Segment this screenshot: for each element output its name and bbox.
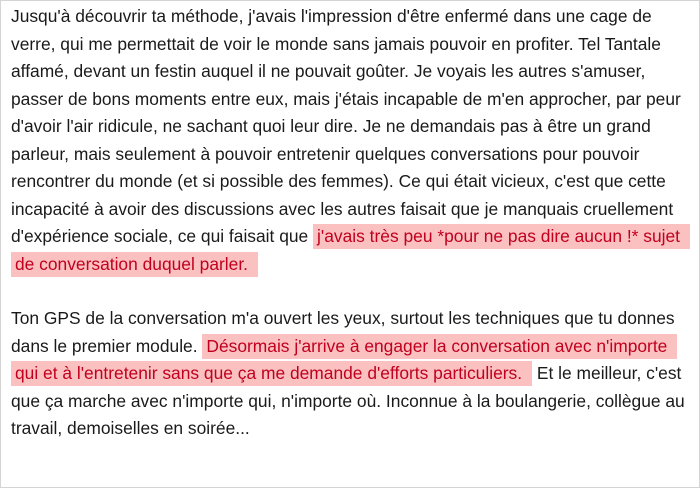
paragraph-2-highlight: Désormais j'arrive à engager la conversation avec n'importe qui et à l'entretenir sans que ça me demande d'efforts particuliers. xyxy=(11,334,677,387)
paragraph-1-text: Jusqu'à découvrir ta méthode, j'avais l'impression d'être enfermé dans une cage de verre, qui me permettait de voir le monde sans jamais pouvoir en profiter. Tel Tantale affamé, devant un festin auquel il ne pouvait goûter. Je voyais les autres s'amuser, passer de bons moments entre eux, mais j'étais incapable de m'en approcher, par peur d'avoir l'air ridicule, ne sachant quoi leur dire. Je ne demandais pas à être un grand parleur, mais seulement à pouvoir entretenir quelques conversations pour pouvoir rencontrer du monde (et si possible des femmes). Ce qui était vicieux, c'est que cette incapacité à avoir des discussions avec les autres faisait que je manquais cruellement d'expérience sociale, ce qui faisait que xyxy=(11,6,681,246)
testimonial-text xyxy=(11,3,695,443)
paragraph-2-text-end: Et le meilleur, c'est que ça marche avec n'importe qui, n'importe où. Inconnue à la boulangerie, collègue au travail, demoiselles en soirée... xyxy=(11,363,685,438)
paragraph-2-text: Ton GPS de la conversation m'a ouvert les yeux, surtout les techniques que tu donnes dans le premier module. xyxy=(11,308,675,356)
paragraph-1-highlight: j'avais très peu *pour ne pas dire aucun !* sujet de conversation duquel parler. xyxy=(11,224,690,277)
paragraph-1 xyxy=(11,3,695,278)
paragraph-2 xyxy=(11,305,695,443)
